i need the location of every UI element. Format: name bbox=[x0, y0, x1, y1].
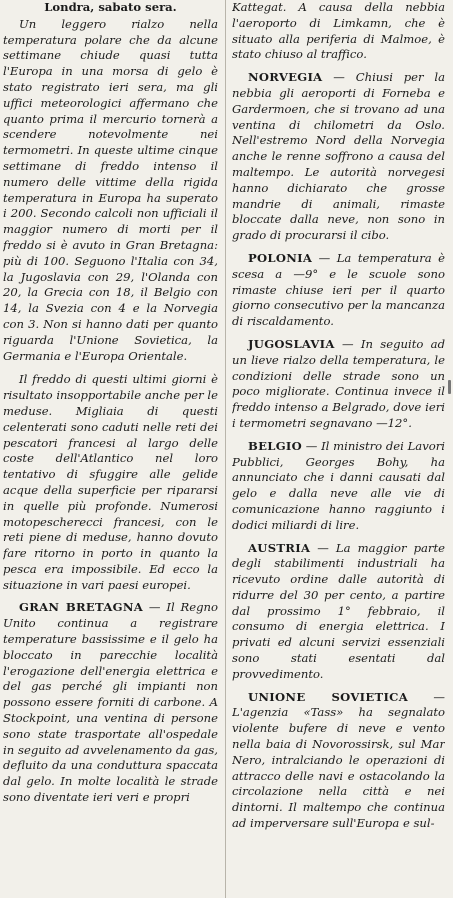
section-unione-sovietica bbox=[232, 690, 445, 832]
section-heading: JUGOSLAVIA bbox=[248, 336, 335, 351]
section-heading: UNIONE SOVIETICA bbox=[248, 689, 409, 704]
section-body: — L'agenzia «Tass» ha segnalato violente bufere di neve e vento nella baia di Novorossirsk, sul Mar Nero, intralciando le operazioni di attracco delle navi e ostacolando la circolazione nella città e nei dintorni. Il maltempo che continua ad imperversare sull'Europa e sul- bbox=[232, 689, 445, 831]
dateline: Londra, sabato sera. bbox=[44, 0, 177, 14]
column-divider bbox=[225, 0, 226, 898]
section-norvegia bbox=[232, 70, 445, 244]
section-austria bbox=[232, 541, 445, 683]
section-heading: AUSTRIA bbox=[248, 540, 311, 555]
right-column bbox=[232, 0, 445, 898]
jellyfish-paragraph: Il freddo di questi ultimi giorni è risultato insopportabile anche per le meduse. Migliaia di questi celenterati sono caduti nelle reti dei pescatori francesi al largo delle coste dell'Atlantico nel loro tentativo di sfuggire alle gelide acque della superficie per ripararsi in quelle più profonde. Numerosi motopescherecci francesi, con le reti piene di meduse, hanno dovuto fare ritorno in porto in quanto la pesca era impossibile. Ed ecco la situazione in vari paesi europei. bbox=[3, 372, 218, 592]
section-belgio bbox=[232, 439, 445, 534]
section-body: — La temperatura è scesa a —9° e le scuole sono rimaste chiuse ieri per il quarto giorno consecutivo per la mancanza di riscaldamento. bbox=[232, 250, 445, 329]
section-heading: GRAN BRETAGNA bbox=[19, 600, 144, 615]
section-heading: BELGIO bbox=[248, 438, 303, 453]
section-heading: POLONIA bbox=[248, 250, 313, 265]
section-body: — Il Regno Unito continua a registrare temperature bassissime e il gelo ha bloccato in parecchie località l'erogazione dell'energia elettrica e del gas perché gli impianti non possono essere forniti di carbone. A Stockpoint, una ventina di persone sono state trasportate all'ospedale in seguito ad avvelenamento da gas, defluito da una conduttura spaccata dal gelo. In molte località le strade sono diventate ieri veri e propri bbox=[3, 600, 218, 805]
section-body: — Il ministro dei Lavori Pubblici, Georges Bohy, ha annunciato che i danni causati dal gelo e dalla neve alle vie di comunicazione hanno raggiunto i dodici miliardi di lire. bbox=[232, 438, 445, 532]
kattegat-continuation: Kattegat. A causa della nebbia l'aeroporto di Limkamn, che è situato alla periferia di Malmoe, è stato chiuso al traffico. bbox=[232, 0, 445, 62]
section-body: — La maggior parte degli stabilimenti industriali ha ricevuto ordine dalle autorità di ridurre del 30 per cento, a partire dal prossimo 1° febbraio, il consumo di energia elettrica. I privati ed alcuni servizi essenziali sono stati esentati dal provvedimento. bbox=[232, 540, 445, 681]
section-body: — In seguito ad un lieve rialzo della temperatura, le condizioni delle strade sono un poco migliorate. Continua invece il freddo intenso a Belgrado, dove ieri i termometri segnavano —12°. bbox=[232, 336, 445, 430]
section-heading: NORVEGIA bbox=[248, 70, 323, 85]
intro-paragraph: Un leggero rialzo nella temperatura polare che da alcune settimane chiude quasi tutta l'Europa in una morsa di gelo è stato registrato ieri sera, ma gli uffici meteorologici affermano che quanto prima il mercurio tornerà a scendere notevolmente nei termometri. In queste ultime cinque settimane di freddo intenso il numero delle vittime della rigida temperatura in Europa ha superato i 200. Secondo calcoli non ufficiali il maggior numero di morti per il freddo si è avuto in Gran Bretagna: più di 100. Seguono l'Italia con 34, la Jugoslavia con 29, l'Olanda con 20, la Grecia con 18, il Belgio con 14, la Svezia con 4 e la Norvegia con 3. Non si hanno dati per quanto riguarda l'Unione Sovietica, la Germania e l'Europa Orientale. bbox=[3, 16, 218, 363]
section-gran-bretagna bbox=[3, 600, 218, 805]
section-jugoslavia bbox=[232, 337, 445, 432]
page-edge-mark bbox=[448, 380, 451, 394]
section-body: — Chiusi per la nebbia gli aeroporti di Forneba e Gardermoen, che si trovano ad una ventina di chilometri da Oslo. Nell'estremo Nord della Norvegia anche le renne soffrono a causa del maltempo. Le autorità norvegesi hanno dichiarato che grosse mandrie di animali, rimaste bloccate dalla neve, non sono in grado di procurarsi il cibo. bbox=[232, 70, 445, 243]
section-polonia bbox=[232, 251, 445, 330]
left-column bbox=[3, 0, 218, 898]
